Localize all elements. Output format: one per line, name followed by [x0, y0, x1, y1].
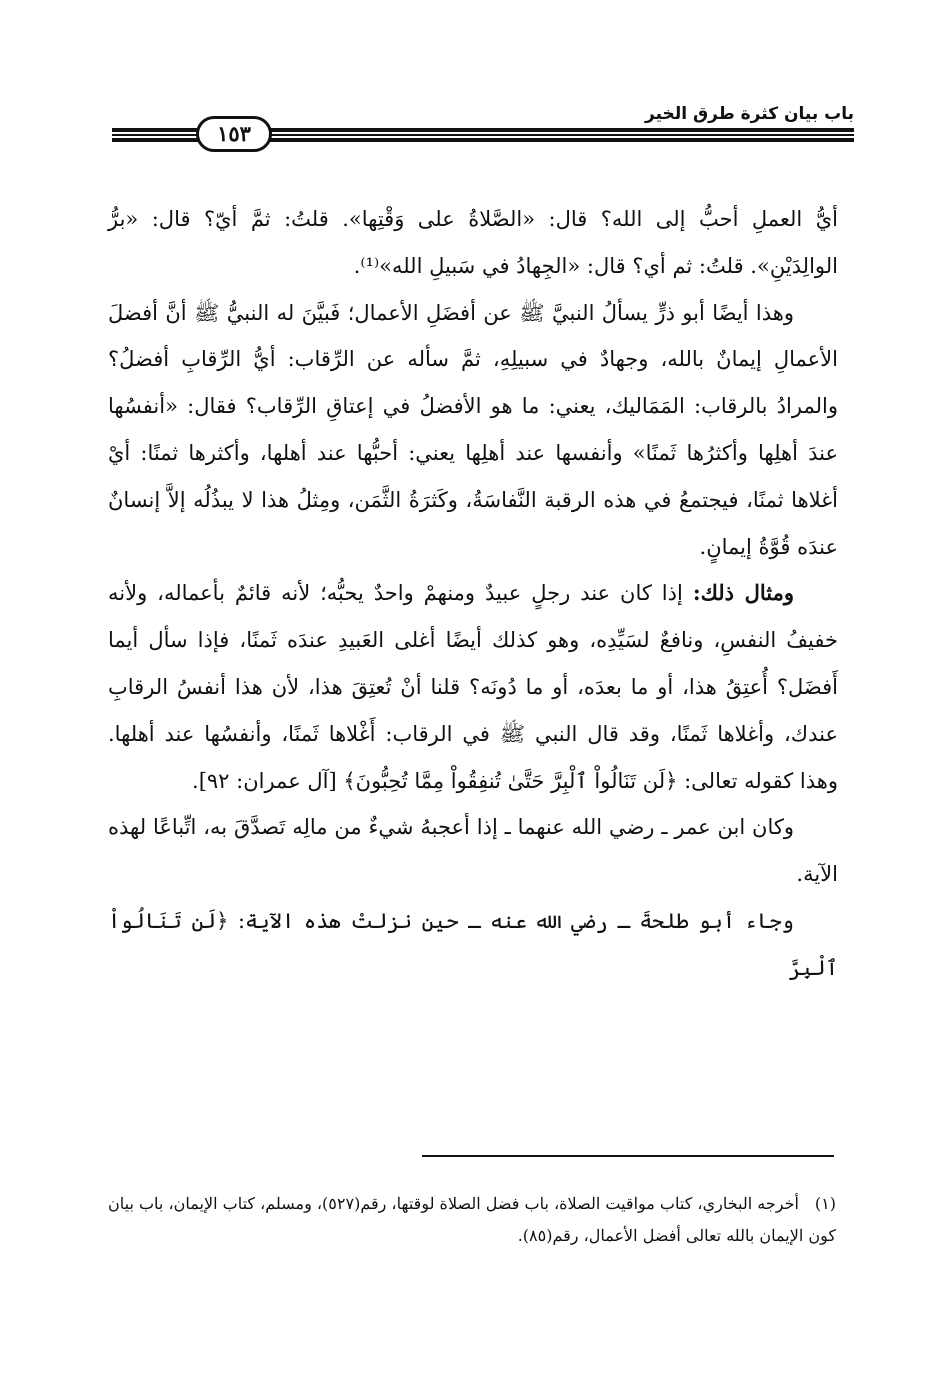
paragraph-2: وهذا أيضًا أبو ذرٍّ يسألُ النبيَّ ﷺ عن أفضَلِ الأعمال؛ فَبيَّنَ له النبيُّ ﷺ أنَّ أفضلَ الأعمالِ إيمانٌ بالله، وجهادٌ في سبيلِهِ، ثمَّ سأله عن الرِّقاب: أيُّ الرِّقابِ أفضلُ؟ والمرادُ بالرقاب: المَمَاليك، يعني: ما هو الأفضلُ في إعتاقِ الرِّقاب؟ فقال: «أنفسُها عندَ أهلِها وأكثرُها ثَمنًا» وأنفسها عند أهلِها يعني: أحبُّها عند أهلها، وأكثرها ثمنًا: أيْ أغلاها ثمنًا، فيجتمعُ في هذه الرقبة النَّفاسَةُ، وكَثرَةُ الثَّمَن، ومِثلُ هذا لا يبذُلُه إلاَّ إنسانٌ عندَه قُوَّةُ إيمانٍ.: [108, 300, 839, 559]
page-number: ١٥٣: [196, 116, 272, 152]
chapter-title: باب بيان كثرة طرق الخير: [645, 104, 854, 124]
paragraph-4: وكان ابن عمر ـ رضي الله عنهما ـ إذا أعجبهُ شيءٌ من مالِه تَصدَّقَ به، اتِّباعًا لهذه الآية.: [108, 815, 838, 887]
footnote-marker: (١): [814, 1194, 836, 1213]
paragraph-3-lead: ومثال ذلك:: [692, 580, 794, 606]
paragraph-5: وجاء أبو طلحةَ ـ رضي الله عنه ـ حين نزلتْ هذه الآية: ﴿لَن تَنَالُواْ ٱلْبِرَّ: [108, 908, 838, 980]
paragraph-3-text: إذا كان عند رجلٍ عبيدٌ ومنهمْ واحدٌ يحبُّه؛ لأنه قائمٌ بأعماله، ولأنه خفيفُ النفسِ، ونافعٌ لسَيِّدِه، وهو كذلك أيضًا أغلى العَبيدِ عندَه ثَمنًا، فإذا سأل أيما أَفضَل؟ أُعتِقُ هذا، أو ما بعدَه، أو ما دُونَه؟ قلنا أنْ تُعتِقَ هذا، لأن هذا أنفسُ الرقابِ عندك، وأغلاها ثَمنًا، وقد قال النبي ﷺ في الرقاب: أَغْلاها ثَمنًا، وأنفسُها عند أهلها. وهذا كقوله تعالى: ﴿لَن تَنَالُواْ ٱلْبِرَّ حَتَّىٰ تُنفِقُواْ مِمَّا تُحِبُّونَ﴾ [آل عمران: ٩٢].: [108, 581, 838, 793]
footnote-1: [108, 1188, 836, 1252]
paragraph-3: [108, 570, 838, 804]
footnote: [108, 1188, 836, 1252]
footnote-separator: [422, 1155, 834, 1157]
paragraph-1: أيُّ العملِ أحبُّ إلى الله؟ قال: «الصَّلاةُ على وَقْتِها». قلتُ: ثمَّ أيّ؟ قال: «برُّ الوالِدَيْنِ». قلتُ: ثم أي؟ قال: «الجِهادُ في سَبيلِ الله»⁽¹⁾.: [108, 207, 838, 278]
page-header: [112, 100, 854, 160]
main-text: [108, 196, 838, 992]
footnote-text: أخرجه البخاري، كتاب مواقيت الصلاة، باب فضل الصلاة لوقتها، رقم(٥٢٧)، ومسلم، كتاب الإيمان، باب بيان كون الإيمان بالله تعالى أفضل الأعمال، رقم(٨٥).: [108, 1194, 836, 1245]
